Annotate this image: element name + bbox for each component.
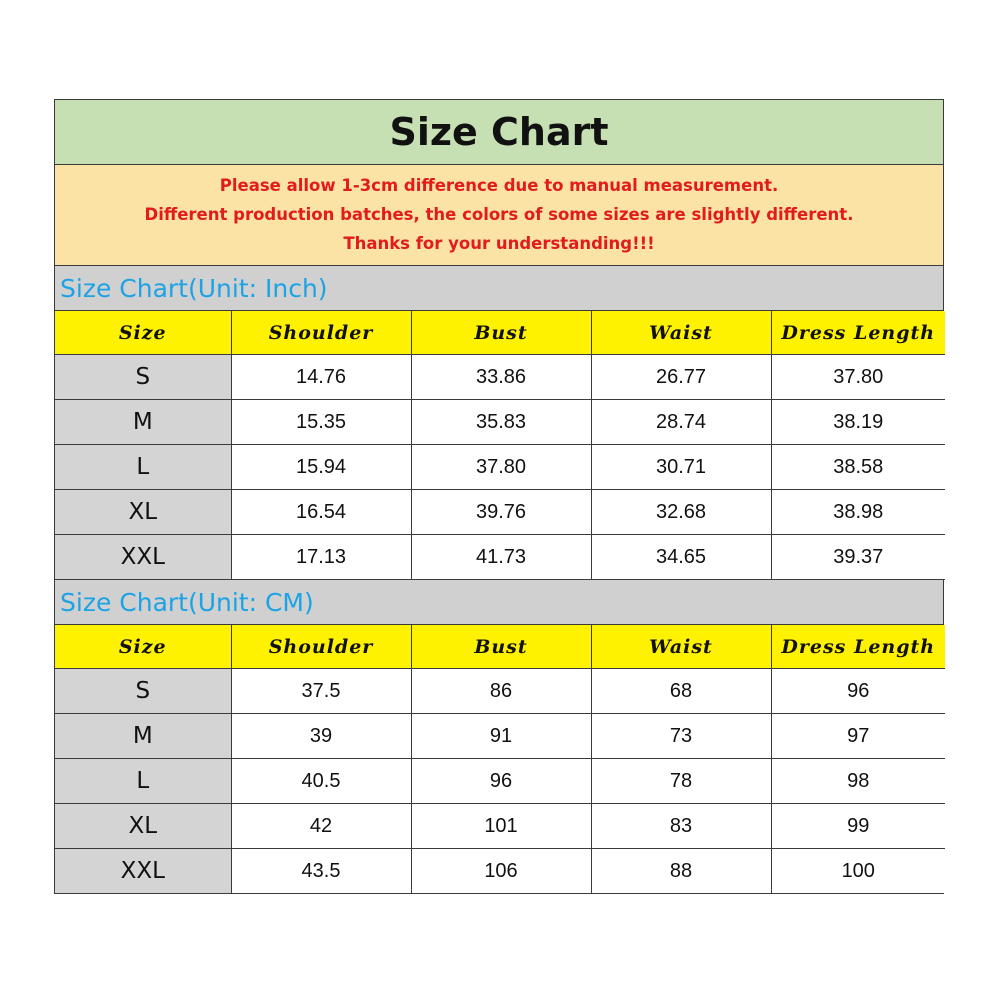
size-cell: XXL (55, 535, 231, 580)
column-header: Bust (411, 625, 591, 669)
table-cell: 39.76 (411, 490, 591, 535)
column-header: Shoulder (231, 311, 411, 355)
table-cell: 96 (411, 759, 591, 804)
table-row (55, 490, 945, 535)
table-cell: 39.37 (771, 535, 945, 580)
column-header: Waist (591, 311, 771, 355)
table-cell: 41.73 (411, 535, 591, 580)
table-row (55, 445, 945, 490)
table-cell: 26.77 (591, 355, 771, 400)
notice-line: Thanks for your understanding!!! (343, 234, 655, 253)
table-cell: 37.5 (231, 669, 411, 714)
table-cell: 38.19 (771, 400, 945, 445)
table-cell: 38.58 (771, 445, 945, 490)
title-bar (55, 100, 943, 165)
table-cell: 15.35 (231, 400, 411, 445)
table-cell: 100 (771, 849, 945, 894)
table-cell: 83 (591, 804, 771, 849)
table-header-row (55, 311, 945, 355)
size-cell: L (55, 445, 231, 490)
table-cell: 106 (411, 849, 591, 894)
table-row (55, 355, 945, 400)
table-cell: 43.5 (231, 849, 411, 894)
column-header: Size (55, 311, 231, 355)
table-row (55, 849, 945, 894)
size-cell: XXL (55, 849, 231, 894)
table-cell: 33.86 (411, 355, 591, 400)
table-row (55, 669, 945, 714)
notice-line: Different production batches, the colors of some sizes are slightly different. (144, 205, 854, 224)
column-header: Bust (411, 311, 591, 355)
table-cell: 35.83 (411, 400, 591, 445)
table-cell: 15.94 (231, 445, 411, 490)
size-cell: M (55, 714, 231, 759)
size-cell: M (55, 400, 231, 445)
size-chart (54, 99, 944, 894)
table-cell: 98 (771, 759, 945, 804)
table-cell: 37.80 (411, 445, 591, 490)
table-cell: 91 (411, 714, 591, 759)
size-cell: XL (55, 804, 231, 849)
table-cell: 73 (591, 714, 771, 759)
table-cell: 96 (771, 669, 945, 714)
column-header: Size (55, 625, 231, 669)
table-cell: 30.71 (591, 445, 771, 490)
section-heading-inch (55, 266, 943, 311)
table-cell: 68 (591, 669, 771, 714)
size-cell: S (55, 669, 231, 714)
table-cell: 17.13 (231, 535, 411, 580)
page-title: Size Chart (389, 110, 609, 154)
column-header: Dress Length (771, 311, 945, 355)
column-header: Waist (591, 625, 771, 669)
size-cell: S (55, 355, 231, 400)
table-row (55, 400, 945, 445)
table-cell: 16.54 (231, 490, 411, 535)
size-cell: XL (55, 490, 231, 535)
notice-box (55, 165, 943, 266)
table-cell: 101 (411, 804, 591, 849)
size-cell: L (55, 759, 231, 804)
table-cell: 86 (411, 669, 591, 714)
table-cell: 40.5 (231, 759, 411, 804)
table-row (55, 535, 945, 580)
table-cell: 97 (771, 714, 945, 759)
table-cell: 34.65 (591, 535, 771, 580)
section-title: Size Chart(Unit: CM) (60, 587, 314, 617)
size-table-cm (55, 625, 945, 893)
table-cell: 14.76 (231, 355, 411, 400)
table-cell: 28.74 (591, 400, 771, 445)
table-row (55, 759, 945, 804)
table-cell: 32.68 (591, 490, 771, 535)
table-cell: 99 (771, 804, 945, 849)
notice-line: Please allow 1-3cm difference due to manual measurement. (219, 176, 779, 195)
section-heading-cm (55, 580, 943, 625)
table-cell: 38.98 (771, 490, 945, 535)
section-title: Size Chart(Unit: Inch) (60, 273, 328, 303)
column-header: Dress Length (771, 625, 945, 669)
table-cell: 39 (231, 714, 411, 759)
table-cell: 42 (231, 804, 411, 849)
table-cell: 37.80 (771, 355, 945, 400)
table-row (55, 804, 945, 849)
table-row (55, 714, 945, 759)
table-cell: 78 (591, 759, 771, 804)
size-table-inch (55, 311, 945, 580)
table-cell: 88 (591, 849, 771, 894)
table-header-row (55, 625, 945, 669)
column-header: Shoulder (231, 625, 411, 669)
